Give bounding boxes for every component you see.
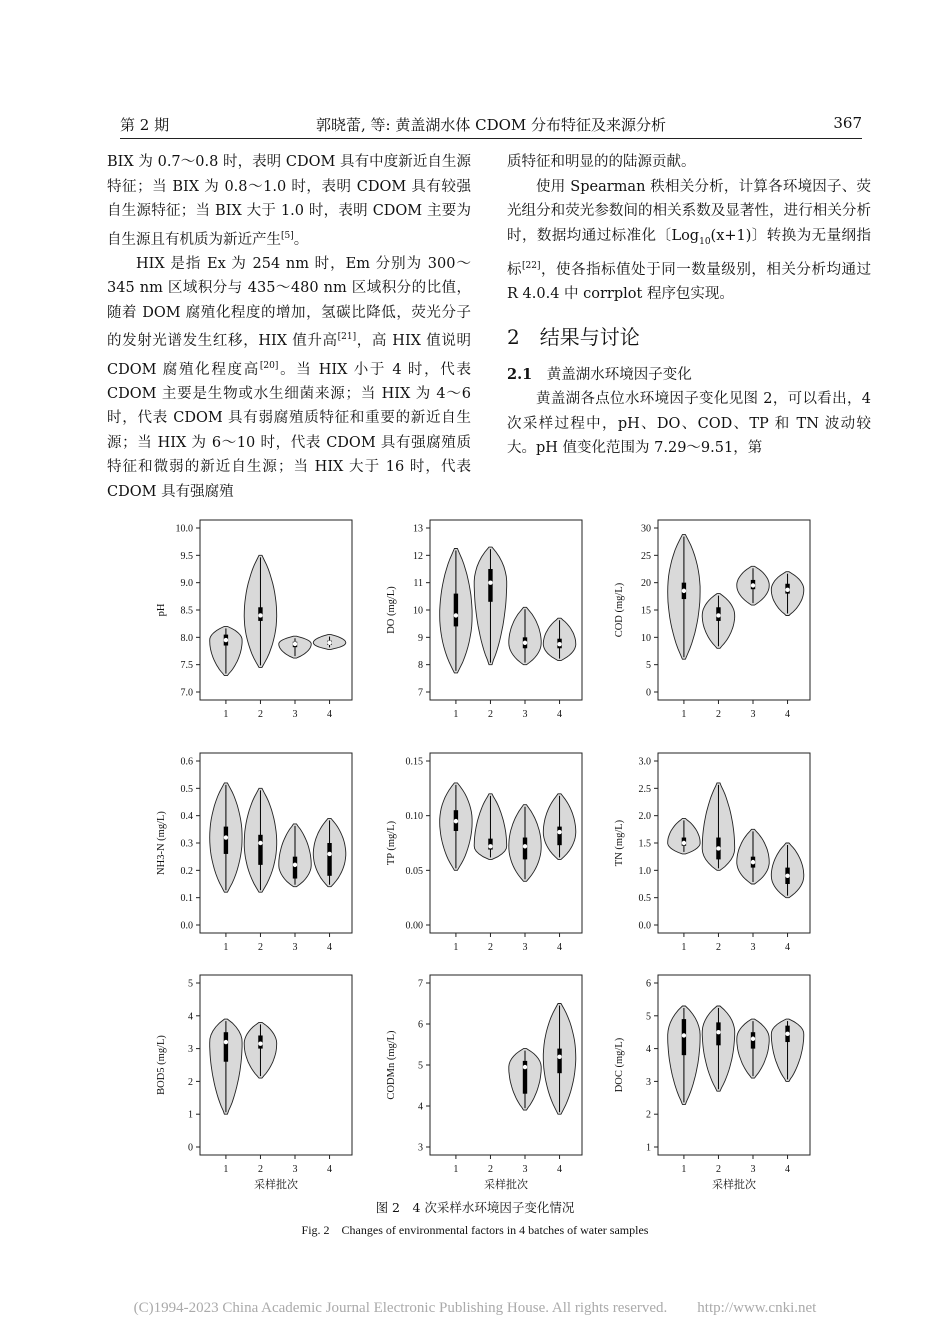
violin-iqr-box (293, 857, 297, 879)
violin-median-point (258, 841, 262, 845)
violin-median-point (785, 588, 789, 592)
left-column (107, 150, 471, 504)
violin-median-point (488, 580, 492, 584)
y-tick-label: 9 (418, 632, 423, 644)
x-tick-label: 3 (522, 1164, 528, 1175)
x-tick-label: 4 (785, 709, 791, 720)
violin-iqr-box (557, 827, 561, 846)
x-tick-label: 2 (487, 942, 493, 953)
x-tick-label: 1 (453, 1164, 459, 1175)
issue-number: 第 2 期 (120, 116, 170, 134)
y-axis-label: TP (mg/L) (386, 820, 397, 866)
y-tick-label: 0.5 (638, 893, 651, 905)
violin-figure (150, 515, 850, 1195)
violin-median-point (682, 589, 686, 593)
x-tick-label: 1 (223, 942, 229, 953)
y-axis-label: NH3-N (mg/L) (156, 811, 167, 875)
page-number: 367 (833, 114, 862, 132)
y-tick-label: 0 (646, 687, 651, 699)
y-tick-label: 8.5 (180, 605, 193, 617)
x-tick-label: 1 (681, 942, 687, 953)
y-tick-label: 30 (641, 523, 651, 535)
x-tick-label: 1 (223, 709, 229, 720)
x-tick-label: 1 (453, 942, 459, 953)
y-tick-label: 20 (641, 578, 651, 590)
violin-median-point (488, 844, 492, 848)
y-tick-label: 0.05 (405, 865, 423, 877)
x-tick-label: 4 (785, 1164, 791, 1175)
y-tick-label: 5 (188, 978, 193, 990)
y-tick-label: 3 (188, 1044, 193, 1056)
x-tick-label: 4 (557, 942, 563, 953)
violin-median-point (751, 860, 755, 864)
y-tick-label: 15 (641, 605, 651, 617)
y-tick-label: 3.0 (638, 756, 651, 768)
y-tick-label: 9.5 (180, 550, 193, 562)
violin-median-point (716, 613, 720, 617)
x-tick-label: 3 (292, 1164, 298, 1175)
violin-median-point (557, 642, 561, 646)
x-axis-label: 采样批次 (712, 1179, 756, 1191)
x-tick-label: 1 (223, 1164, 229, 1175)
x-tick-label: 2 (715, 1164, 721, 1175)
violin-median-point (785, 1032, 789, 1036)
y-tick-label: 7.5 (180, 660, 193, 672)
x-tick-label: 2 (257, 942, 263, 953)
violin-median-point (523, 1065, 527, 1069)
running-header (120, 112, 862, 139)
y-tick-label: 0.0 (638, 920, 651, 932)
paragraph: BIX 为 0.7～0.8 时，表明 CDOM 具有中度新近自生源特征；当 BIX 为 0.8～1.0 时，表明 CDOM 具有较强自生源特征；当 BIX 大于 1.0 时，表明 CDOM 主要为自生源且有机质为新近产生[5]。 (107, 154, 471, 248)
violin-median-point (523, 844, 527, 848)
violin-median-point (224, 1040, 228, 1044)
copyright-footer: (C)1994-2023 China Academic Journal Electronic Publishing House. All rights reserved. http://www.cnki.net (133, 1300, 817, 1316)
violin-median-point (751, 583, 755, 587)
y-tick-label: 1 (188, 1109, 193, 1121)
y-tick-label: 1.0 (638, 865, 651, 877)
running-title: 郭晓蕾, 等: 黄盖湖水体 CDOM 分布特征及来源分析 (315, 116, 667, 134)
violin-iqr-box (224, 1032, 228, 1062)
y-tick-label: 5 (418, 1060, 423, 1072)
y-tick-label: 0.2 (180, 865, 193, 877)
violin-median-point (716, 846, 720, 850)
y-tick-label: 4 (646, 1044, 651, 1056)
figure-caption-en: Fig. 2 Changes of environmental factors in 4 batches of water samples (301, 1223, 649, 1237)
violin-median-point (716, 1030, 720, 1034)
y-tick-label: 1 (646, 1142, 651, 1154)
violin-median-point (224, 638, 228, 642)
y-tick-label: 4 (188, 1011, 193, 1023)
y-tick-label: 5 (646, 660, 651, 672)
y-tick-label: 6 (646, 978, 651, 990)
violin-median-point (327, 641, 331, 645)
y-tick-label: 7 (418, 978, 423, 990)
y-tick-label: 25 (641, 550, 651, 562)
x-tick-label: 4 (327, 942, 333, 953)
violin-median-point (523, 641, 527, 645)
violin-iqr-box (258, 835, 262, 865)
y-axis-label: COD (mg/L) (614, 582, 625, 638)
y-tick-label: 2.5 (638, 783, 651, 795)
x-tick-label: 3 (750, 1164, 756, 1175)
x-tick-label: 2 (487, 1164, 493, 1175)
x-tick-label: 3 (750, 709, 756, 720)
y-tick-label: 8.0 (180, 632, 193, 644)
y-tick-label: 0.1 (180, 893, 193, 905)
y-tick-label: 0.15 (405, 756, 423, 768)
y-axis-label: BOD5 (mg/L) (156, 1035, 167, 1095)
violin-median-point (682, 1033, 686, 1037)
y-tick-label: 0.10 (405, 811, 423, 823)
x-tick-label: 2 (257, 1164, 263, 1175)
violin-median-point (258, 1041, 262, 1045)
x-tick-label: 2 (487, 709, 493, 720)
x-tick-label: 2 (715, 942, 721, 953)
subsection-heading: 2.1 黄盖湖水环境因子变化 (507, 365, 692, 383)
y-tick-label: 0.5 (180, 783, 193, 795)
y-tick-label: 13 (413, 523, 423, 535)
violin-median-point (454, 819, 458, 823)
y-axis-label: CODMn (mg/L) (386, 1030, 397, 1100)
violin-iqr-box (224, 827, 228, 854)
violin-iqr-box (557, 1049, 561, 1074)
x-tick-label: 2 (257, 709, 263, 720)
y-tick-label: 10 (413, 605, 423, 617)
y-axis-label: DOC (mg/L) (614, 1037, 625, 1093)
x-tick-label: 4 (327, 1164, 333, 1175)
y-tick-label: 9.0 (180, 578, 193, 590)
y-tick-label: 0.4 (180, 811, 193, 823)
y-axis-label: pH (156, 603, 167, 617)
x-tick-label: 1 (681, 1164, 687, 1175)
x-axis-label: 采样批次 (254, 1179, 298, 1191)
violin-median-point (293, 863, 297, 867)
violin-median-point (682, 841, 686, 845)
y-tick-label: 12 (413, 550, 423, 562)
violin-median-point (293, 642, 297, 646)
violin-median-point (557, 830, 561, 834)
paragraph: 质特征和明显的的陆源贡献。 (507, 154, 696, 170)
section-heading: 2 结果与讨论 (507, 324, 640, 349)
violin-median-point (557, 1055, 561, 1059)
x-tick-label: 3 (292, 709, 298, 720)
y-tick-label: 11 (413, 578, 423, 590)
y-tick-label: 0.6 (180, 756, 193, 768)
y-tick-label: 4 (418, 1101, 423, 1113)
y-tick-label: 7 (418, 687, 423, 699)
x-tick-label: 2 (715, 709, 721, 720)
violin-median-point (454, 613, 458, 617)
paragraph: 使用 Spearman 秩相关分析，计算各环境因子、荧光组分和荧光参数间的相关系数及显著性，进行相关分析时，数据均通过标准化〔Log$_{10}$(x+1)〕转换为无量纲指标[22]，使各指标值处于同一数量级别，相关分析均通过 R 4.0.4 中 corrplot 程序包实现。 (507, 178, 872, 303)
paragraph: 黄盖湖各点位水环境因子变化见图 2，可以看出，4 次采样过程中，pH、DO、COD、TP 和 TN 波动较大。pH 值变化范围为 7.29～9.51，第 (507, 391, 871, 457)
x-axis-label: 采样批次 (484, 1179, 528, 1191)
y-tick-label: 5 (646, 1011, 651, 1023)
x-tick-label: 3 (522, 942, 528, 953)
figure-caption-cn: 图 2 4 次采样水环境因子变化情况 (375, 1200, 575, 1215)
paragraph: HIX 是指 Ex 为 254 nm 时，Em 分别为 300～345 nm 区域积分与 435～480 nm 区域积分的比值，随着 DOM 腐殖化程度的增加，氢碳比降低，荧光分子的发射光谱发生红移，HIX 值升高[21]，高 HIX 值说明 CDOM 腐殖化程度高[20]。当 HIX 小于 4 时，代表 CDOM 主要是生物或水生细菌来源；当 HIX 为 4～6 时，代表 CDOM 具有弱腐殖质特征和重要的新近自生源；当 HIX 为 6～10 时，代表 CDOM 具有强腐殖质特征和微弱的新近自生源；当 HIX 大于 16 时，代表 CDOM 具有强腐殖 (107, 255, 471, 500)
violin-median-point (327, 852, 331, 856)
y-tick-label: 7.0 (180, 687, 193, 699)
right-column (507, 150, 871, 461)
y-tick-label: 0 (188, 1142, 193, 1154)
violin-median-point (258, 613, 262, 617)
y-tick-label: 2.0 (638, 811, 651, 823)
violin-iqr-box (327, 843, 331, 876)
violin-median-point (785, 874, 789, 878)
y-tick-label: 6 (418, 1019, 423, 1031)
violin-median-point (751, 1037, 755, 1041)
y-axis-label: TN (mg/L) (614, 819, 625, 867)
x-tick-label: 4 (557, 1164, 563, 1175)
y-tick-label: 2 (646, 1109, 651, 1121)
y-tick-label: 0.3 (180, 838, 193, 850)
y-tick-label: 3 (418, 1142, 423, 1154)
violin-iqr-box (454, 594, 458, 627)
y-tick-label: 0.0 (180, 920, 193, 932)
y-tick-label: 10 (641, 632, 651, 644)
x-tick-label: 1 (453, 709, 459, 720)
x-tick-label: 1 (681, 709, 687, 720)
x-tick-label: 4 (327, 709, 333, 720)
y-tick-label: 2 (188, 1076, 193, 1088)
y-tick-label: 0.00 (405, 920, 423, 932)
violin-median-point (224, 835, 228, 839)
x-tick-label: 4 (785, 942, 791, 953)
x-tick-label: 4 (557, 709, 563, 720)
x-tick-label: 3 (750, 942, 756, 953)
y-tick-label: 1.5 (638, 838, 651, 850)
y-axis-label: DO (mg/L) (386, 586, 397, 634)
y-tick-label: 8 (418, 660, 423, 672)
y-tick-label: 3 (646, 1076, 651, 1088)
x-tick-label: 3 (292, 942, 298, 953)
y-tick-label: 10.0 (175, 523, 193, 535)
x-tick-label: 3 (522, 709, 528, 720)
violin-iqr-box (488, 569, 492, 602)
